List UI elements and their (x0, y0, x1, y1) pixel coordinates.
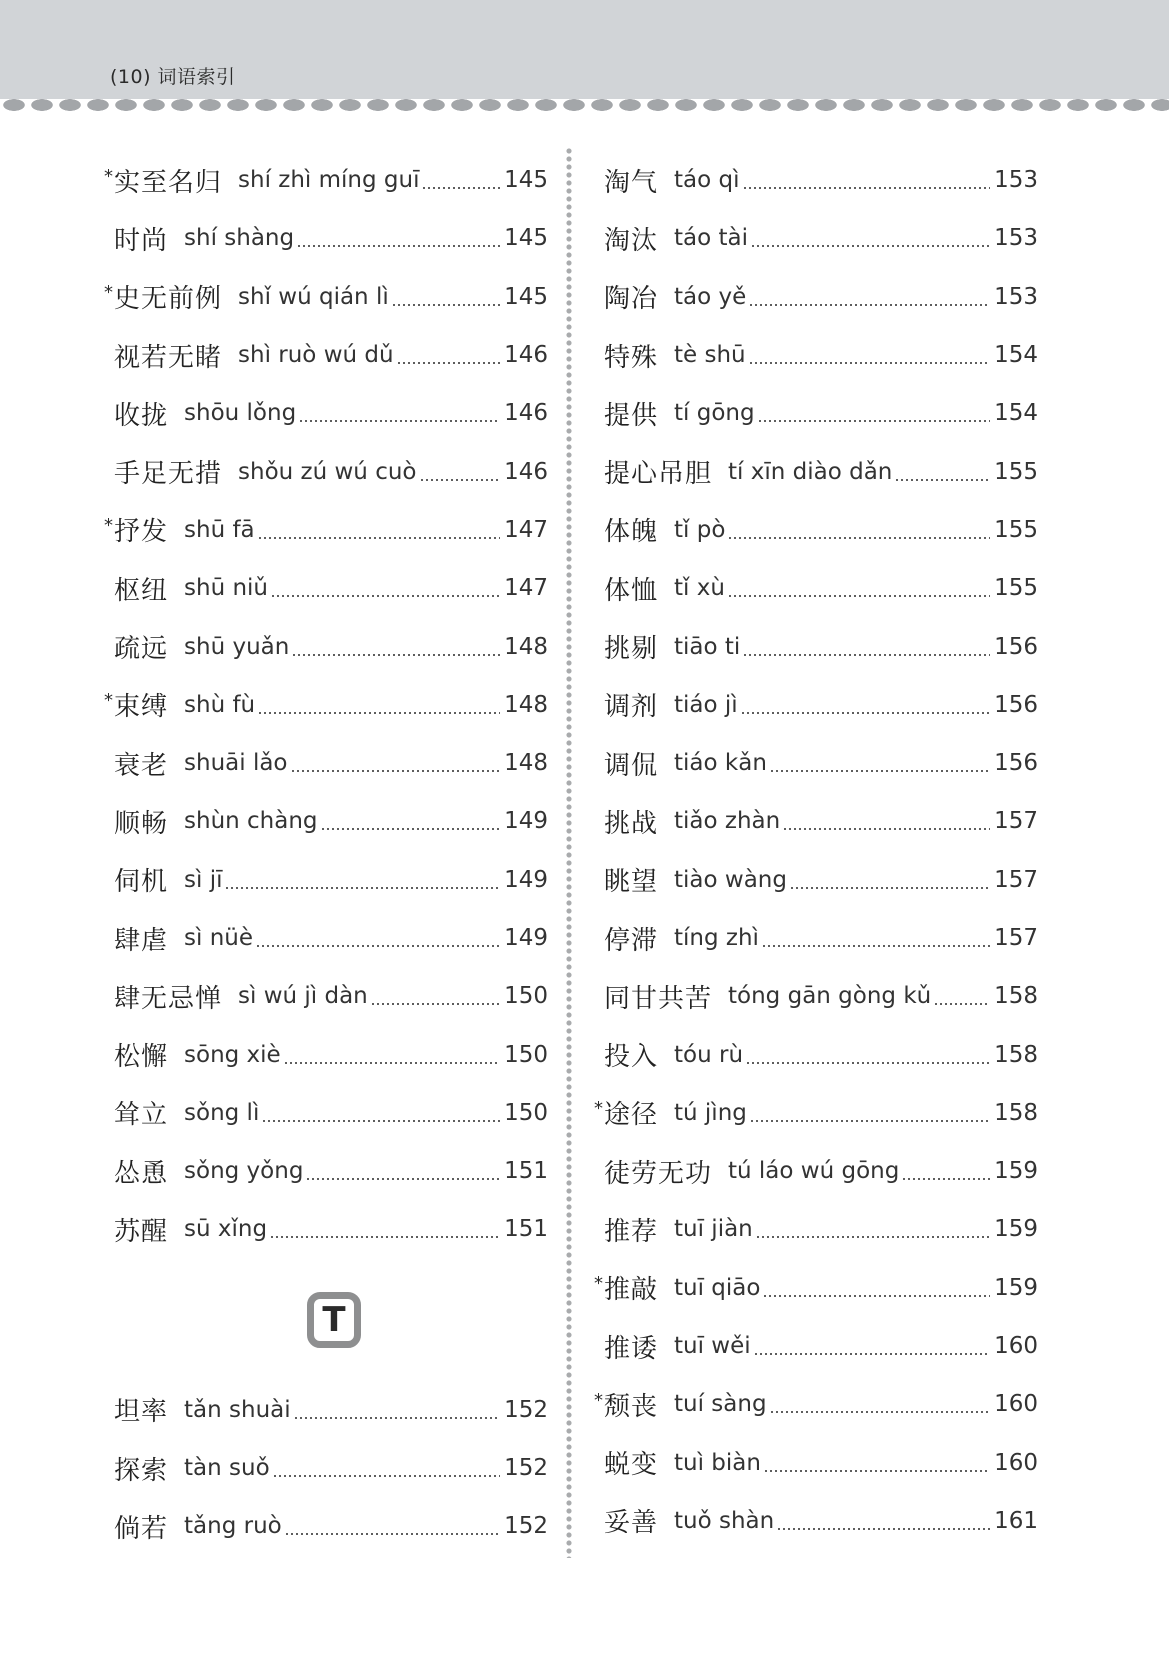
index-entry[interactable] (100, 384, 548, 442)
dot-leader (750, 304, 990, 306)
entry-page-number: 149 (504, 866, 548, 893)
entry-word: 体恤 (604, 575, 659, 606)
entry-page-number: 158 (994, 1041, 1038, 1068)
dot-leader (751, 1120, 990, 1122)
entry-page-number: 155 (994, 458, 1038, 485)
entry-word: 推诿 (604, 1333, 659, 1364)
entry-pinyin: tóu rù (674, 1041, 744, 1068)
index-entry[interactable] (590, 501, 1038, 559)
entry-word: 颓丧 (604, 1391, 659, 1422)
entry-pinyin: tǎng ruò (184, 1513, 282, 1540)
entry-word: 束缚 (114, 692, 169, 723)
index-entry[interactable] (100, 1381, 548, 1439)
dot-leader (274, 1475, 500, 1477)
key-word-marker: * (594, 1389, 603, 1411)
entry-word: 枢纽 (114, 575, 169, 606)
entry-page-number: 151 (504, 1158, 548, 1185)
index-entry[interactable] (590, 209, 1038, 267)
dot-leader (257, 945, 500, 947)
entry-word: 挑战 (604, 808, 659, 839)
dot-leader (791, 887, 990, 889)
entry-word: 体魄 (604, 517, 659, 548)
entry-page-number: 147 (504, 516, 548, 543)
page-header (0, 0, 1169, 99)
entry-page-number: 155 (994, 575, 1038, 602)
dot-leader (226, 887, 500, 889)
entry-page-number: 146 (504, 400, 548, 427)
dot-leader (293, 654, 500, 656)
entry-pinyin: tuī qiāo (674, 1274, 761, 1301)
index-entry[interactable] (100, 1142, 548, 1200)
entry-page-number: 160 (994, 1449, 1038, 1476)
entry-word: 视若无睹 (114, 342, 223, 373)
entry-pinyin: tíng zhì (674, 925, 759, 951)
entry-word: 妥善 (604, 1508, 659, 1539)
index-entry[interactable] (590, 1434, 1038, 1492)
entry-pinyin: sì jī (184, 866, 223, 893)
dot-leader (759, 420, 991, 422)
entry-word: 推荐 (604, 1216, 659, 1247)
entry-pinyin: shǒu zú wú cuò (238, 458, 417, 485)
key-word-marker: * (104, 690, 113, 712)
index-entry[interactable] (100, 851, 548, 909)
dot-leader (307, 1178, 500, 1180)
index-entry[interactable] (100, 1084, 548, 1142)
entry-pinyin: shùn chàng (184, 808, 318, 835)
index-entry[interactable] (590, 909, 1038, 967)
key-word-marker: * (594, 1273, 603, 1295)
entry-pinyin: tiáo kǎn (674, 750, 767, 777)
index-entry[interactable] (100, 1025, 548, 1083)
key-word-marker: * (104, 515, 113, 537)
dot-leader (771, 1411, 991, 1413)
entry-page-number: 152 (504, 1396, 548, 1423)
dot-leader (322, 828, 501, 830)
index-entry[interactable] (100, 967, 548, 1025)
entry-page-number: 145 (504, 167, 548, 194)
dot-leader (763, 945, 990, 947)
entry-page-number: 146 (504, 342, 548, 369)
entry-pinyin: tǐ pò (674, 516, 726, 543)
entry-pinyin: sì wú jì dàn (238, 983, 368, 1010)
dot-leader (784, 828, 990, 830)
entry-word: 探索 (114, 1455, 169, 1486)
dot-leader (286, 1533, 500, 1535)
entry-pinyin: tuǒ shàn (674, 1507, 775, 1534)
entry-word: 肆虐 (114, 925, 169, 956)
entry-word: 手足无措 (114, 459, 223, 490)
index-entry[interactable] (590, 326, 1038, 384)
entry-page-number: 145 (504, 225, 548, 252)
index-entry[interactable] (100, 268, 548, 326)
index-entry[interactable] (100, 792, 548, 850)
entry-word: 挑剔 (604, 634, 659, 665)
index-entry[interactable] (590, 151, 1038, 209)
entry-page-number: 150 (504, 1041, 548, 1068)
entry-page-number: 148 (504, 691, 548, 718)
entry-pinyin: tiāo ti (674, 633, 741, 660)
entry-word: 淘汰 (604, 225, 659, 256)
entry-pinyin: sǒng yǒng (184, 1158, 304, 1185)
index-entry[interactable] (590, 384, 1038, 442)
entry-word: 肆无忌惮 (114, 983, 223, 1014)
entry-pinyin: shū yuǎn (184, 633, 290, 660)
dot-leader (729, 595, 990, 597)
entry-pinyin: tuī wěi (674, 1333, 751, 1360)
entry-pinyin: shì ruò wú dǔ (238, 342, 394, 369)
dot-leader (272, 595, 500, 597)
entry-word: 特殊 (604, 342, 659, 373)
entry-pinyin: tǐ xù (674, 575, 725, 602)
index-entry[interactable] (100, 909, 548, 967)
entry-word: 徒劳无功 (604, 1158, 713, 1189)
dot-leader (372, 1003, 500, 1005)
index-entry[interactable] (100, 209, 548, 267)
entry-pinyin: shí shàng (184, 225, 295, 252)
right-column (590, 151, 1038, 1550)
entry-word: 松懈 (114, 1042, 169, 1073)
entry-page-number: 150 (504, 1099, 548, 1126)
dot-leader (300, 420, 500, 422)
dot-leader (742, 712, 990, 714)
entry-pinyin: tí gōng (674, 400, 755, 427)
dot-leader (903, 1178, 990, 1180)
index-entry[interactable] (590, 1317, 1038, 1375)
column-divider (566, 148, 572, 1558)
index-entry[interactable] (590, 851, 1038, 909)
entry-word: 同甘共苦 (604, 983, 713, 1014)
entry-pinyin: tú láo wú gōng (728, 1158, 900, 1185)
key-word-marker: * (104, 282, 113, 304)
index-entry[interactable] (590, 967, 1038, 1025)
index-entry[interactable] (100, 617, 548, 675)
dot-leader (778, 1528, 990, 1530)
entry-word: 途径 (604, 1100, 659, 1131)
entry-pinyin: shuāi lǎo (184, 750, 288, 777)
dot-leader (398, 362, 501, 364)
index-entry[interactable] (100, 501, 548, 559)
entry-word: 投入 (604, 1042, 659, 1073)
entry-page-number: 155 (994, 516, 1038, 543)
dot-leader (729, 537, 990, 539)
entry-page-number: 156 (994, 633, 1038, 660)
entry-page-number: 159 (994, 1274, 1038, 1301)
entry-pinyin: tuí sàng (674, 1391, 767, 1418)
entry-word: 提供 (604, 400, 659, 431)
entry-pinyin: sōng xiè (184, 1041, 281, 1068)
entry-word: 耸立 (114, 1100, 169, 1131)
entry-page-number: 145 (504, 283, 548, 310)
entry-word: 淘气 (604, 167, 659, 198)
entry-pinyin: sǒng lì (184, 1099, 260, 1126)
entry-pinyin: tiào wàng (674, 866, 787, 893)
dot-leader (744, 187, 991, 189)
index-entry[interactable] (100, 559, 548, 617)
entry-word: 提心吊胆 (604, 459, 713, 490)
entry-pinyin: sū xǐng (184, 1216, 268, 1243)
index-entry[interactable] (590, 617, 1038, 675)
entry-page-number: 152 (504, 1455, 548, 1482)
entry-word: 收拢 (114, 400, 169, 431)
dot-leader (757, 1236, 990, 1238)
entry-word: 蜕变 (604, 1450, 659, 1481)
dot-leader (259, 712, 500, 714)
entry-page-number: 160 (994, 1391, 1038, 1418)
index-entry[interactable] (100, 442, 548, 500)
entry-page-number: 157 (994, 866, 1038, 893)
entry-page-number: 156 (994, 691, 1038, 718)
index-entry[interactable] (590, 1259, 1038, 1317)
entry-page-number: 151 (504, 1216, 548, 1243)
dot-leader (292, 770, 501, 772)
index-entry[interactable] (590, 268, 1038, 326)
index-entry[interactable] (100, 326, 548, 384)
entry-word: 怂恿 (114, 1158, 169, 1189)
entry-page-number: 146 (504, 458, 548, 485)
dot-leader (771, 770, 990, 772)
entry-pinyin: táo yě (674, 283, 747, 310)
entry-page-number: 148 (504, 633, 548, 660)
section-letter-badge: T (307, 1292, 361, 1348)
entry-page-number: 159 (994, 1158, 1038, 1185)
entry-pinyin: tè shū (674, 342, 746, 369)
index-entry[interactable] (590, 1200, 1038, 1258)
index-entry[interactable] (590, 734, 1038, 792)
dot-leader (263, 1120, 500, 1122)
index-entry[interactable] (590, 1142, 1038, 1200)
entry-page-number: 157 (994, 808, 1038, 835)
entry-word: 停滞 (604, 925, 659, 956)
dot-leader (764, 1295, 990, 1297)
entry-pinyin: shù fù (184, 691, 256, 718)
dot-leader (752, 245, 990, 247)
dot-leader (393, 304, 500, 306)
entry-page-number: 154 (994, 342, 1038, 369)
entry-page-number: 153 (994, 225, 1038, 252)
entry-pinyin: tǎn shuài (184, 1396, 291, 1423)
entry-page-number: 153 (994, 167, 1038, 194)
entry-word: 伺机 (114, 867, 169, 898)
index-entry[interactable] (590, 676, 1038, 734)
section-header-t (100, 1259, 548, 1381)
index-entry[interactable] (590, 1084, 1038, 1142)
dot-leader (750, 362, 990, 364)
entry-word: 疏远 (114, 634, 169, 665)
entry-pinyin: táo tài (674, 225, 749, 252)
header-decorative-border (0, 99, 1169, 112)
entry-page-number: 153 (994, 283, 1038, 310)
entry-page-number: 149 (504, 925, 548, 951)
entry-page-number: 152 (504, 1513, 548, 1540)
entry-pinyin: tóng gān gòng kǔ (728, 983, 932, 1010)
entry-page-number: 150 (504, 983, 548, 1010)
index-entry[interactable] (590, 1025, 1038, 1083)
entry-page-number: 159 (994, 1216, 1038, 1243)
entry-word: 倘若 (114, 1513, 169, 1544)
entry-pinyin: shōu lǒng (184, 400, 297, 427)
entry-pinyin: shí zhì míng guī (238, 167, 420, 194)
page-title: (10) 词语索引 (110, 66, 236, 88)
left-column (100, 151, 548, 1556)
entry-word: 眺望 (604, 867, 659, 898)
entry-page-number: 149 (504, 808, 548, 835)
dot-leader (896, 479, 990, 481)
entry-word: 推敲 (604, 1275, 659, 1306)
dot-leader (935, 1003, 990, 1005)
dot-leader (298, 245, 500, 247)
index-entry[interactable] (100, 1497, 548, 1555)
dot-leader (295, 1417, 500, 1419)
entry-page-number: 148 (504, 750, 548, 777)
index-entry[interactable] (100, 1200, 548, 1258)
dot-leader (747, 1062, 990, 1064)
index-entry[interactable] (590, 1492, 1038, 1550)
entry-pinyin: táo qì (674, 167, 740, 194)
entry-pinyin: tiáo jì (674, 691, 738, 718)
entry-pinyin: tú jìng (674, 1099, 747, 1126)
entry-page-number: 158 (994, 1099, 1038, 1126)
entry-page-number: 157 (994, 925, 1038, 951)
index-entry[interactable] (590, 442, 1038, 500)
entry-word: 苏醒 (114, 1216, 169, 1247)
entry-page-number: 158 (994, 983, 1038, 1010)
entry-pinyin: shǐ wú qián lì (238, 283, 389, 310)
index-entry[interactable] (590, 792, 1038, 850)
entry-word: 陶冶 (604, 284, 659, 315)
entry-page-number: 161 (994, 1507, 1038, 1534)
index-entry[interactable] (100, 676, 548, 734)
entry-pinyin: tàn suǒ (184, 1455, 270, 1482)
dot-leader (271, 1236, 500, 1238)
entry-pinyin: shū niǔ (184, 575, 269, 602)
dot-leader (423, 187, 500, 189)
entry-word: 调剂 (604, 692, 659, 723)
entry-pinyin: tuì biàn (674, 1449, 761, 1476)
entry-pinyin: sì nüè (184, 925, 254, 951)
index-entry[interactable] (100, 734, 548, 792)
dot-leader (765, 1470, 990, 1472)
key-word-marker: * (594, 1098, 603, 1120)
index-entry[interactable] (100, 151, 548, 209)
entry-page-number: 156 (994, 750, 1038, 777)
entry-word: 时尚 (114, 225, 169, 256)
index-entry[interactable] (590, 559, 1038, 617)
entry-word: 史无前例 (114, 284, 223, 315)
entry-pinyin: tiǎo zhàn (674, 808, 781, 835)
entry-word: 顺畅 (114, 808, 169, 839)
entry-word: 调侃 (604, 750, 659, 781)
key-word-marker: * (104, 165, 113, 187)
entry-pinyin: tí xīn diào dǎn (728, 458, 893, 485)
dot-leader (755, 1353, 990, 1355)
dot-leader (744, 654, 990, 656)
entry-pinyin: tuī jiàn (674, 1216, 753, 1243)
entry-page-number: 154 (994, 400, 1038, 427)
entry-word: 衰老 (114, 750, 169, 781)
entry-word: 抒发 (114, 517, 169, 548)
dot-leader (421, 479, 501, 481)
entry-page-number: 147 (504, 575, 548, 602)
entry-word: 坦率 (114, 1397, 169, 1428)
index-entry[interactable] (100, 1439, 548, 1497)
entry-page-number: 160 (994, 1333, 1038, 1360)
dot-leader (285, 1062, 500, 1064)
index-entry[interactable] (590, 1375, 1038, 1433)
entry-pinyin: shū fā (184, 516, 255, 543)
dot-leader (259, 537, 500, 539)
entry-word: 实至名归 (114, 167, 223, 198)
